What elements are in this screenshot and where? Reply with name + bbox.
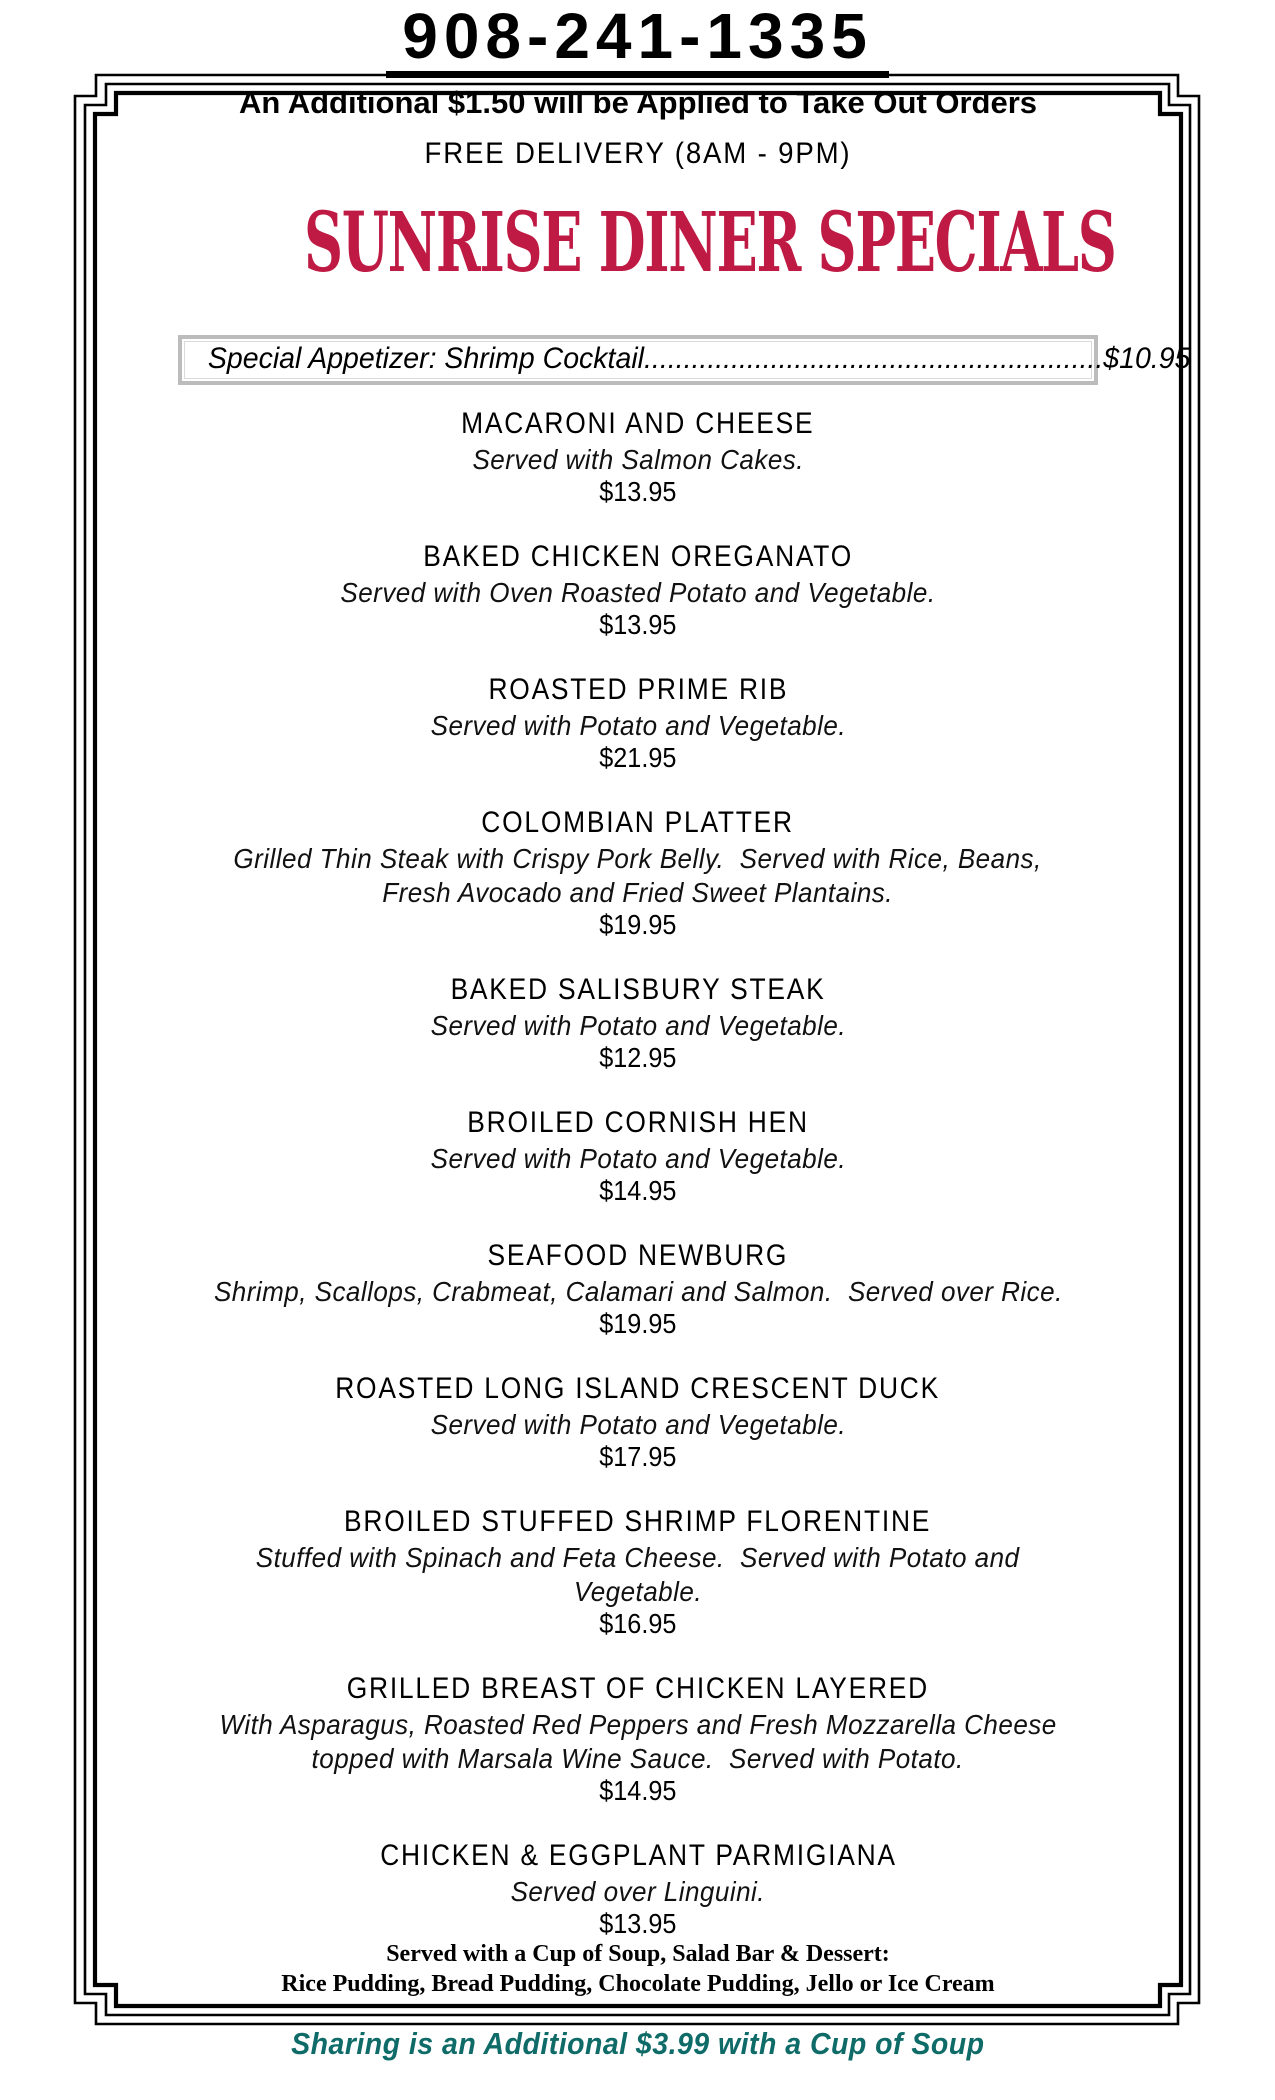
item-price: $13.95 [599, 1908, 677, 1939]
item-description-line: Served with Salmon Cakes. [472, 444, 804, 475]
item-name: BROILED CORNISH HEN [467, 1106, 809, 1139]
included-notice-line1: Served with a Cup of Soup, Salad Bar & Dessert: [386, 1941, 890, 1967]
menu-item [95, 971, 1181, 1073]
item-name: BAKED CHICKEN OREGANATO [423, 540, 853, 573]
menu-item [95, 1237, 1181, 1339]
appetizer-text: Special Appetizer: Shrimp Cocktail..........................................................$10.95 [207, 342, 1191, 375]
item-name: CHICKEN & EGGPLANT PARMIGIANA [379, 1839, 897, 1872]
takeout-notice: An Additional $1.50 will be Applied to Take Out Orders [238, 85, 1038, 120]
sharing-notice-text: Sharing is an Additional $3.99 with a Cup of Soup [290, 2026, 985, 2061]
item-name: ROASTED LONG ISLAND CRESCENT DUCK [335, 1372, 941, 1405]
menu-item [95, 405, 1181, 507]
item-description-line: topped with Marsala Wine Sauce. Served with Potato. [311, 1743, 965, 1774]
item-price: $14.95 [599, 1175, 677, 1206]
delivery-notice-text: FREE DELIVERY (8AM - 9PM) [424, 137, 852, 170]
phone-header [0, 0, 1275, 78]
appetizer-box [178, 335, 1191, 385]
menu-item [95, 1670, 1181, 1806]
item-name: GRILLED BREAST OF CHICKEN LAYERED [346, 1672, 930, 1705]
item-name: COLOMBIAN PLATTER [481, 806, 795, 839]
item-description-line: Stuffed with Spinach and Feta Cheese. Served with Potato and [256, 1542, 1020, 1573]
menu-items [95, 405, 1181, 1939]
item-name: BROILED STUFFED SHRIMP FLORENTINE [344, 1505, 932, 1538]
page-title [95, 195, 1181, 311]
item-name: SEAFOOD NEWBURG [487, 1239, 789, 1272]
menu-item [95, 538, 1181, 640]
menu-item [95, 804, 1181, 940]
item-description-line: Served with Potato and Vegetable. [430, 710, 846, 741]
menu-item [95, 1837, 1181, 1939]
menu-item [95, 1370, 1181, 1472]
item-name: MACARONI AND CHEESE [461, 407, 815, 440]
item-description-line: Served with Potato and Vegetable. [430, 1143, 846, 1174]
item-price: $13.95 [599, 476, 677, 507]
sharing-notice [0, 2026, 1275, 2062]
item-name: ROASTED PRIME RIB [488, 673, 788, 706]
appetizer-line [182, 342, 1191, 376]
item-description-line: Grilled Thin Steak with Crispy Pork Belly. Served with Rice, Beans, [233, 843, 1043, 874]
item-description-line: Served over Linguini. [510, 1876, 766, 1907]
item-price: $13.95 [599, 609, 677, 640]
item-description-line: Shrimp, Scallops, Crabmeat, Calamari and Salmon. Served over Rice. [213, 1276, 1063, 1307]
menu-item [95, 671, 1181, 773]
item-price: $17.95 [599, 1441, 677, 1472]
item-price: $19.95 [599, 909, 677, 940]
item-description-line: Fresh Avocado and Fried Sweet Plantains. [382, 877, 894, 908]
item-description-line: Served with Potato and Vegetable. [430, 1409, 846, 1440]
item-description-line: Served with Potato and Vegetable. [430, 1010, 846, 1041]
item-description-line: Served with Oven Roasted Potato and Vegetable. [340, 577, 936, 608]
item-price: $21.95 [599, 742, 677, 773]
item-price: $16.95 [599, 1608, 677, 1639]
menu-content [95, 75, 1191, 1999]
menu-item [95, 1503, 1181, 1639]
included-notice-line2: Rice Pudding, Bread Pudding, Chocolate Pudding, Jello or Ice Cream [281, 1971, 995, 1997]
item-price: $12.95 [599, 1042, 677, 1073]
page-title-text: SUNRISE DINER SPECIALS [304, 195, 1116, 291]
phone-number: 908-241-1335 [386, 4, 889, 78]
menu-item [95, 1104, 1181, 1206]
item-description-line: With Asparagus, Roasted Red Peppers and Fresh Mozzarella Cheese [219, 1709, 1057, 1740]
delivery-notice [95, 137, 1181, 171]
item-description-line: Vegetable. [573, 1576, 703, 1607]
item-price: $14.95 [599, 1775, 677, 1806]
included-notice [95, 1939, 1181, 1999]
item-price: $19.95 [599, 1308, 677, 1339]
item-name: BAKED SALISBURY STEAK [450, 973, 826, 1006]
